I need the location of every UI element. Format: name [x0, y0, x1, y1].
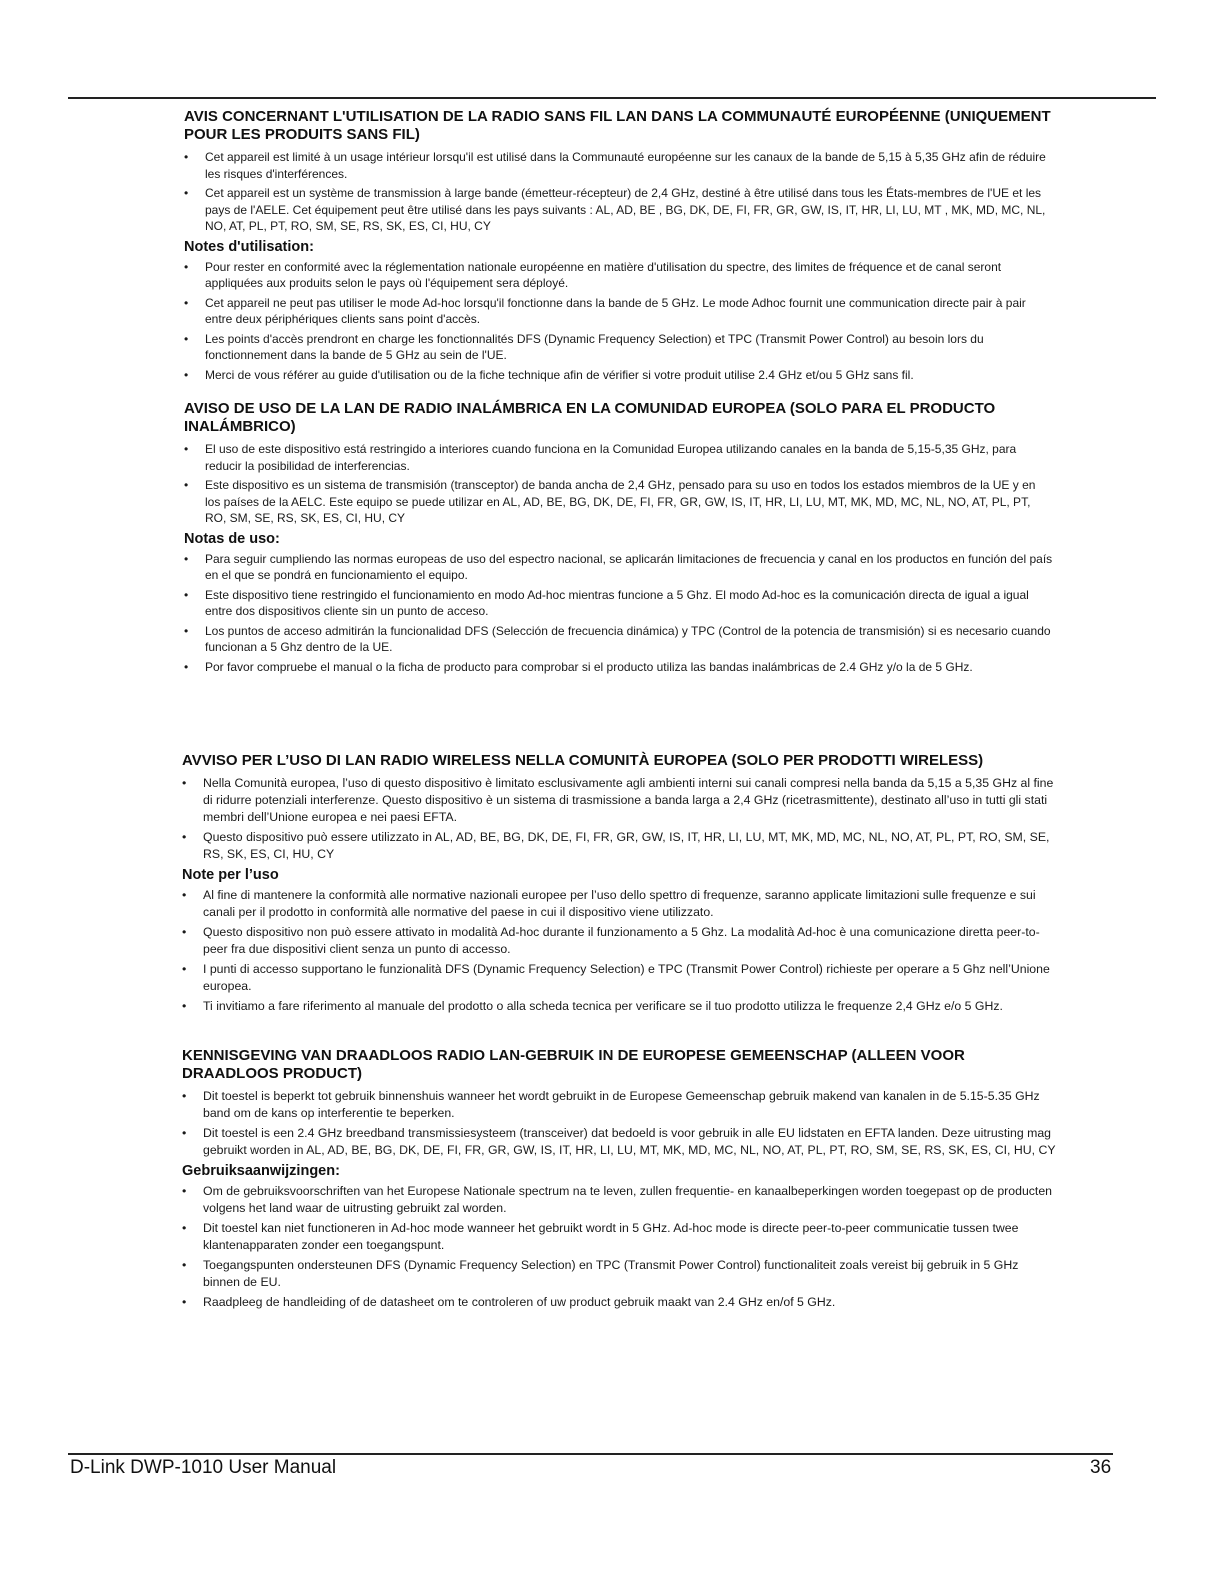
section-title: KENNISGEVING VAN DRAADLOOS RADIO LAN-GEBRUIK IN DE EUROPESE GEMEENSCHAP (ALLEEN VOOR DRAADLOOS PRODUCT): [182, 1047, 965, 1082]
bullet-icon: •: [182, 1221, 187, 1235]
notes-title: Note per l’uso: [182, 867, 279, 883]
section-french: [184, 108, 1054, 386]
list-item-text: Dit toestel is beperkt tot gebruik binnenshuis wanneer het wordt gebruikt in de Europese Gemeenschap gebruik makend van kanalen in de 5.15-5.35 GHz band om de kans op interferentie te beperken.: [203, 1089, 1040, 1120]
header-rule: [68, 97, 1156, 99]
list-item-text: Cet appareil est limité à un usage intérieur lorsqu'il est utilisé dans la Communauté européenne sur les canaux de la bande de 5,15 à 5,35 GHz afin de réduire les risques d'interférences.: [205, 150, 1046, 181]
bullet-icon: •: [182, 776, 187, 790]
list-item: [184, 367, 1054, 384]
bullet-icon: •: [184, 367, 189, 382]
list-item: [184, 587, 1054, 620]
bullet-icon: •: [182, 999, 187, 1013]
list-item-text: Dit toestel kan niet functioneren in Ad-hoc mode wanneer het gebruikt wordt in 5 GHz. Ad-hoc mode is directe peer-to-peer communicatie tussen twee klantenapparaten zonder een toegangspunt.: [203, 1221, 1019, 1252]
bullet-icon: •: [182, 1295, 187, 1309]
bullet-icon: •: [184, 295, 189, 310]
list-item: [182, 924, 1057, 958]
section-title: AVVISO PER L’USO DI LAN RADIO WIRELESS NELLA COMUNITÀ EUROPEA (SOLO PER PRODOTTI WIRELESS): [182, 752, 984, 769]
list-item-text: Questo dispositivo non può essere attivato in modalità Ad-hoc durante il funzionamento a 5 Ghz. La modalità Ad-hoc è una comunicazione diretta peer-to-peer fra due dispositivi client senza un punto di accesso.: [203, 925, 1040, 956]
footer-manual-title: D-Link DWP-1010 User Manual: [70, 1457, 337, 1478]
notice-list: [182, 775, 1057, 863]
bullet-icon: •: [184, 331, 189, 346]
list-item: [182, 1294, 1057, 1311]
list-item-text: Nella Comunità europea, l’uso di questo dispositivo è limitato esclusivamente agli ambienti interni sui canali compresi nella banda da 5,15 a 5,35 GHz al fine di ridurre potenziali interferenze. Questo dispositivo è un sistema di trasmissione a banda larga a 2,4 GHz (ricetrasmittente), destinato all’uso in tutti gli stati membri dell’Unione europea e nei paesi EFTA.: [203, 776, 1054, 824]
list-item: [182, 829, 1057, 863]
list-item-text: Los puntos de acceso admitirán la funcionalidad DFS (Selección de frecuencia dinámica) y TPC (Control de la potencia de transmisión) si es necesario cuando funcionan a 5 Ghz dentro de la UE.: [205, 623, 1051, 654]
list-item-text: Toegangspunten ondersteunen DFS (Dynamic Frequency Selection) en TPC (Transmit Power Control) functionaliteit zoals vereist bij gebruik in 5 GHz binnen de EU.: [203, 1258, 1019, 1289]
list-item-text: Questo dispositivo può essere utilizzato in AL, AD, BE, BG, DK, DE, FI, FR, GR, GW, IS, IT, HR, LI, LU, MT, MK, MD, MC, NL, NO, AT, PL, PT, RO, SM, SE, RS, SK, ES, CI, HU, CY: [203, 830, 1050, 861]
list-item-text: Para seguir cumpliendo las normas europeas de uso del espectro nacional, se aplicarán limitaciones de frecuencia y canal en los productos en función del país en el que se pondrá en funcionamiento el equipo.: [205, 551, 1053, 582]
bullet-icon: •: [182, 925, 187, 939]
list-item-text: Dit toestel is een 2.4 GHz breedband transmissiesysteem (transceiver) dat bedoeld is voor gebruik in alle EU lidstaten en EFTA landen. Deze uitrusting mag gebruikt worden in AL, AD, BE, BG, DK, DE, FI, FR, GR, GW, IS, IT, HR, LI, LU, MT, MK, MD, MC, NL, NO, AT, PL, PT, RO, SM, SE, RS, SK, ES, CI, HU, CY: [203, 1126, 1056, 1157]
list-item: [182, 961, 1057, 995]
notes-list: [184, 259, 1054, 384]
list-item: [184, 551, 1054, 584]
list-item-text: Ti invitiamo a fare riferimento al manuale del prodotto o alla scheda tecnica per verificare se il tuo prodotto utilizza le frequenze 2,4 GHz e/o 5 GHz.: [203, 999, 1003, 1013]
list-item-text: Merci de vous référer au guide d'utilisation ou de la fiche technique afin de vérifier si votre produit utilise 2.4 GHz et/ou 5 GHz sans fil.: [205, 367, 914, 382]
footer-rule: [68, 1453, 1113, 1455]
list-item: [184, 477, 1054, 527]
bullet-icon: •: [184, 442, 189, 456]
notes-title: Notes d'utilisation:: [184, 238, 314, 255]
bullet-icon: •: [184, 186, 189, 200]
notice-list: [184, 441, 1054, 527]
section-italian: [182, 752, 1057, 1018]
notes-list: [182, 1183, 1057, 1311]
list-item-text: El uso de este dispositivo está restringido a interiores cuando funciona en la Comunidad Europea utilizando canales en la banda de 5,15-5,35 GHz, para reducir la posibilidad de interferencias.: [205, 442, 1017, 473]
bullet-icon: •: [182, 962, 187, 976]
list-item: [182, 1183, 1057, 1217]
page-number: 36: [1090, 1457, 1112, 1478]
list-item-text: Este dispositivo es un sistema de transmisión (transceptor) de banda ancha de 2,4 GHz, pensado para su uso en todos los estados miembros de la UE y en los países de la AELC. Este equipo se puede utilizar en AL, AD, BE, BG, DK, DE, FI, FR, GR, GW, IS, IT, HR, LI, LU, MT, MK, MD, MC, NL, NO, AT, PL, PT, RO, SM, SE, RS, SK, ES, CI, HU, CY: [205, 478, 1036, 525]
notice-list: [184, 149, 1054, 235]
bullet-icon: •: [184, 659, 189, 674]
list-item-text: Raadpleeg de handleiding of de datasheet om te controleren of uw product gebruik maakt van 2.4 GHz en/of 5 GHz.: [203, 1295, 836, 1309]
section-dutch: [182, 1047, 1057, 1314]
list-item: [184, 185, 1054, 235]
list-item: [184, 441, 1054, 474]
bullet-icon: •: [182, 888, 187, 902]
list-item: [184, 659, 1054, 676]
list-item-text: Por favor compruebe el manual o la ficha de producto para comprobar si el producto utiliza las bandas inalámbricas de 2.4 GHz y/o la de 5 GHz.: [205, 659, 973, 674]
notes-list: [182, 887, 1057, 1015]
bullet-icon: •: [184, 259, 189, 274]
list-item: [182, 1088, 1057, 1122]
notes-title: Notas de uso:: [184, 530, 280, 547]
list-item: [182, 775, 1057, 826]
list-item: [184, 149, 1054, 182]
list-item: [182, 1220, 1057, 1254]
list-item: [182, 887, 1057, 921]
list-item: [184, 331, 1054, 364]
list-item-text: Al fine di mantenere la conformità alle normative nazionali europee per l’uso dello spettro di frequenze, saranno applicate limitazioni sulle frequenze e sui canali per il prodotto in conformità alle normative del paese in cui il dispositivo viene utilizzato.: [203, 888, 1036, 919]
list-item-text: Les points d'accès prendront en charge les fonctionnalités DFS (Dynamic Frequency Selection) et TPC (Transmit Power Control) au besoin lors du fonctionnement dans la bande de 5 GHz au sein de l'UE.: [205, 331, 984, 362]
list-item-text: Cet appareil ne peut pas utiliser le mode Ad-hoc lorsqu'il fonctionne dans la bande de 5 GHz. Le mode Adhoc fournit une communication directe pair à pair entre deux périphériques clients sans point d'accès.: [205, 295, 1026, 326]
list-item: [184, 259, 1054, 292]
bullet-icon: •: [184, 623, 189, 638]
list-item: [184, 623, 1054, 656]
list-item: [182, 1257, 1057, 1291]
bullet-icon: •: [182, 830, 187, 844]
notes-list: [184, 551, 1054, 676]
list-item: [182, 998, 1057, 1015]
list-item-text: Este dispositivo tiene restringido el funcionamiento en modo Ad-hoc mientras funcione a 5 Ghz. El modo Ad-hoc es la comunicación directa de igual a igual entre dos dispositivos cliente sin un punto de acceso.: [205, 587, 1029, 618]
list-item-text: Om de gebruiksvoorschriften van het Europese Nationale spectrum na te leven, zullen frequentie- en kanaalbeperkingen worden toegepast op de producten volgens het land waar de uitrusting gebruikt zal worden.: [203, 1184, 1053, 1215]
bullet-icon: •: [184, 150, 189, 164]
section-spanish: [184, 400, 1054, 678]
bullet-icon: •: [184, 551, 189, 566]
bullet-icon: •: [184, 478, 189, 492]
list-item: [184, 295, 1054, 328]
bullet-icon: •: [182, 1089, 187, 1103]
list-item-text: Pour rester en conformité avec la réglementation nationale européenne en matière d'utilisation du spectre, des limites de fréquence et de canal seront appliquées aux produits selon le pays où l'équipement sera déployé.: [205, 259, 1002, 290]
list-item-text: Cet appareil est un système de transmission à large bande (émetteur-récepteur) de 2,4 GHz, destiné à être utilisé dans tous les États-membres de l'UE et les pays de l'AELE. Cet équipement peut être utilisé dans les pays suivants : AL, AD, BE , BG, DK, DE, FI, FR, GR, GW, IS, IT, HR, LI, LU, MT , MK, MD, MC, NL, NO, AT, PL, PT, RO, SM, SE, RS, SK, ES, CI, HU, CY: [205, 186, 1046, 233]
bullet-icon: •: [182, 1126, 187, 1140]
list-item: [182, 1125, 1057, 1159]
section-title: AVISO DE USO DE LA LAN DE RADIO INALÁMBRICA EN LA COMUNIDAD EUROPEA (SOLO PARA EL PRODUCTO INALÁMBRICO): [184, 400, 996, 435]
bullet-icon: •: [184, 587, 189, 602]
bullet-icon: •: [182, 1184, 187, 1198]
list-item-text: I punti di accesso supportano le funzionalità DFS (Dynamic Frequency Selection) e TPC (Transmit Power Control) richieste per operare a 5 Ghz nell’Unione europea.: [203, 962, 1050, 993]
bullet-icon: •: [182, 1258, 187, 1272]
notice-list: [182, 1088, 1057, 1159]
section-title: AVIS CONCERNANT L'UTILISATION DE LA RADIO SANS FIL LAN DANS LA COMMUNAUTÉ EUROPÉENNE (UNIQUEMENT POUR LES PRODUITS SANS FIL): [184, 108, 1051, 143]
notes-title: Gebruiksaanwijzingen:: [182, 1163, 340, 1179]
